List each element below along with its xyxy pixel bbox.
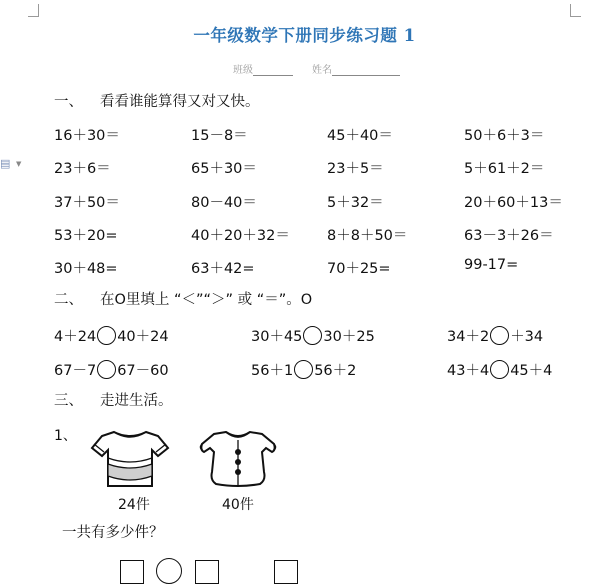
operator-circle — [156, 558, 182, 584]
exercise: 80－40＝ — [191, 195, 257, 211]
exercise: 45＋40＝ — [327, 128, 393, 144]
name-blank — [332, 65, 400, 76]
compare-item: 56＋1 56＋2 — [251, 359, 356, 380]
exercise: 63＋42= — [191, 261, 255, 277]
exercise: 8＋8＋50＝ — [327, 228, 408, 244]
word-problem-question: 一共有多少件？ — [62, 525, 164, 541]
section3-heading — [54, 389, 173, 410]
section1-heading — [54, 90, 260, 111]
compare-item: 43＋4 45＋4 — [447, 359, 552, 380]
section2-text: 在O里填上 “＜”“＞” 或 “＝”。O — [100, 292, 313, 308]
exercise: 20＋60＋13＝ — [464, 195, 563, 211]
answer-circle — [490, 326, 509, 345]
tshirt-price: 24件 — [118, 497, 150, 513]
section2-heading — [54, 288, 312, 309]
class-field — [233, 61, 293, 76]
name-field — [312, 61, 400, 76]
exercise: 5＋32＝ — [327, 195, 384, 211]
exercise: 99-17= — [464, 257, 519, 273]
compare-item: 67－7 67－60 — [54, 359, 169, 380]
compare-item: 4＋24 40＋24 — [54, 325, 169, 346]
page-corner-mark-left — [28, 4, 39, 17]
answer-circle — [490, 360, 509, 379]
jacket-price: 40件 — [222, 497, 254, 513]
exercise: 40＋20＋32＝ — [191, 228, 290, 244]
exercise: 65＋30＝ — [191, 161, 257, 177]
answer-box — [120, 560, 144, 584]
exercise: 50＋6＋3＝ — [464, 128, 545, 144]
answer-circle — [97, 326, 116, 345]
class-label: 班级 — [233, 65, 253, 76]
document-icon[interactable]: ▤ — [0, 157, 11, 170]
section1-number: 一、 — [54, 94, 83, 110]
problem-number: 1、 — [54, 428, 77, 444]
exercise: 70＋25= — [327, 261, 391, 277]
section1-text: 看看谁能算得又对又快。 — [100, 94, 260, 110]
chevron-down-icon[interactable]: ▼ — [16, 160, 22, 168]
compare-item: 34＋2 ＋34 — [447, 325, 543, 346]
jacket-icon — [198, 428, 278, 490]
exercise: 63－3＋26＝ — [464, 228, 554, 244]
exercise: 16＋30＝ — [54, 128, 120, 144]
name-label: 姓名 — [312, 65, 332, 76]
exercise: 53＋20= — [54, 228, 118, 244]
exercise: 30＋48= — [54, 261, 118, 277]
tshirt-icon — [90, 428, 170, 490]
page-title: 一年级数学下册同步练习题 1 — [193, 26, 416, 45]
section3-number: 三、 — [54, 393, 83, 409]
answer-circle — [303, 326, 322, 345]
exercise: 37＋50＝ — [54, 195, 120, 211]
section2-number: 二、 — [54, 292, 83, 308]
exercise: 5＋61＋2＝ — [464, 161, 545, 177]
exercise: 23＋5＝ — [327, 161, 384, 177]
answer-circle — [294, 360, 313, 379]
answer-box — [274, 560, 298, 584]
compare-item: 30＋45 30＋25 — [251, 325, 375, 346]
exercise: 23＋6＝ — [54, 161, 111, 177]
section3-text: 走进生活。 — [100, 393, 173, 409]
exercise: 15－8＝ — [191, 128, 248, 144]
answer-box — [195, 560, 219, 584]
answer-circle — [97, 360, 116, 379]
page-corner-mark-right — [570, 4, 581, 17]
class-blank — [253, 65, 293, 76]
